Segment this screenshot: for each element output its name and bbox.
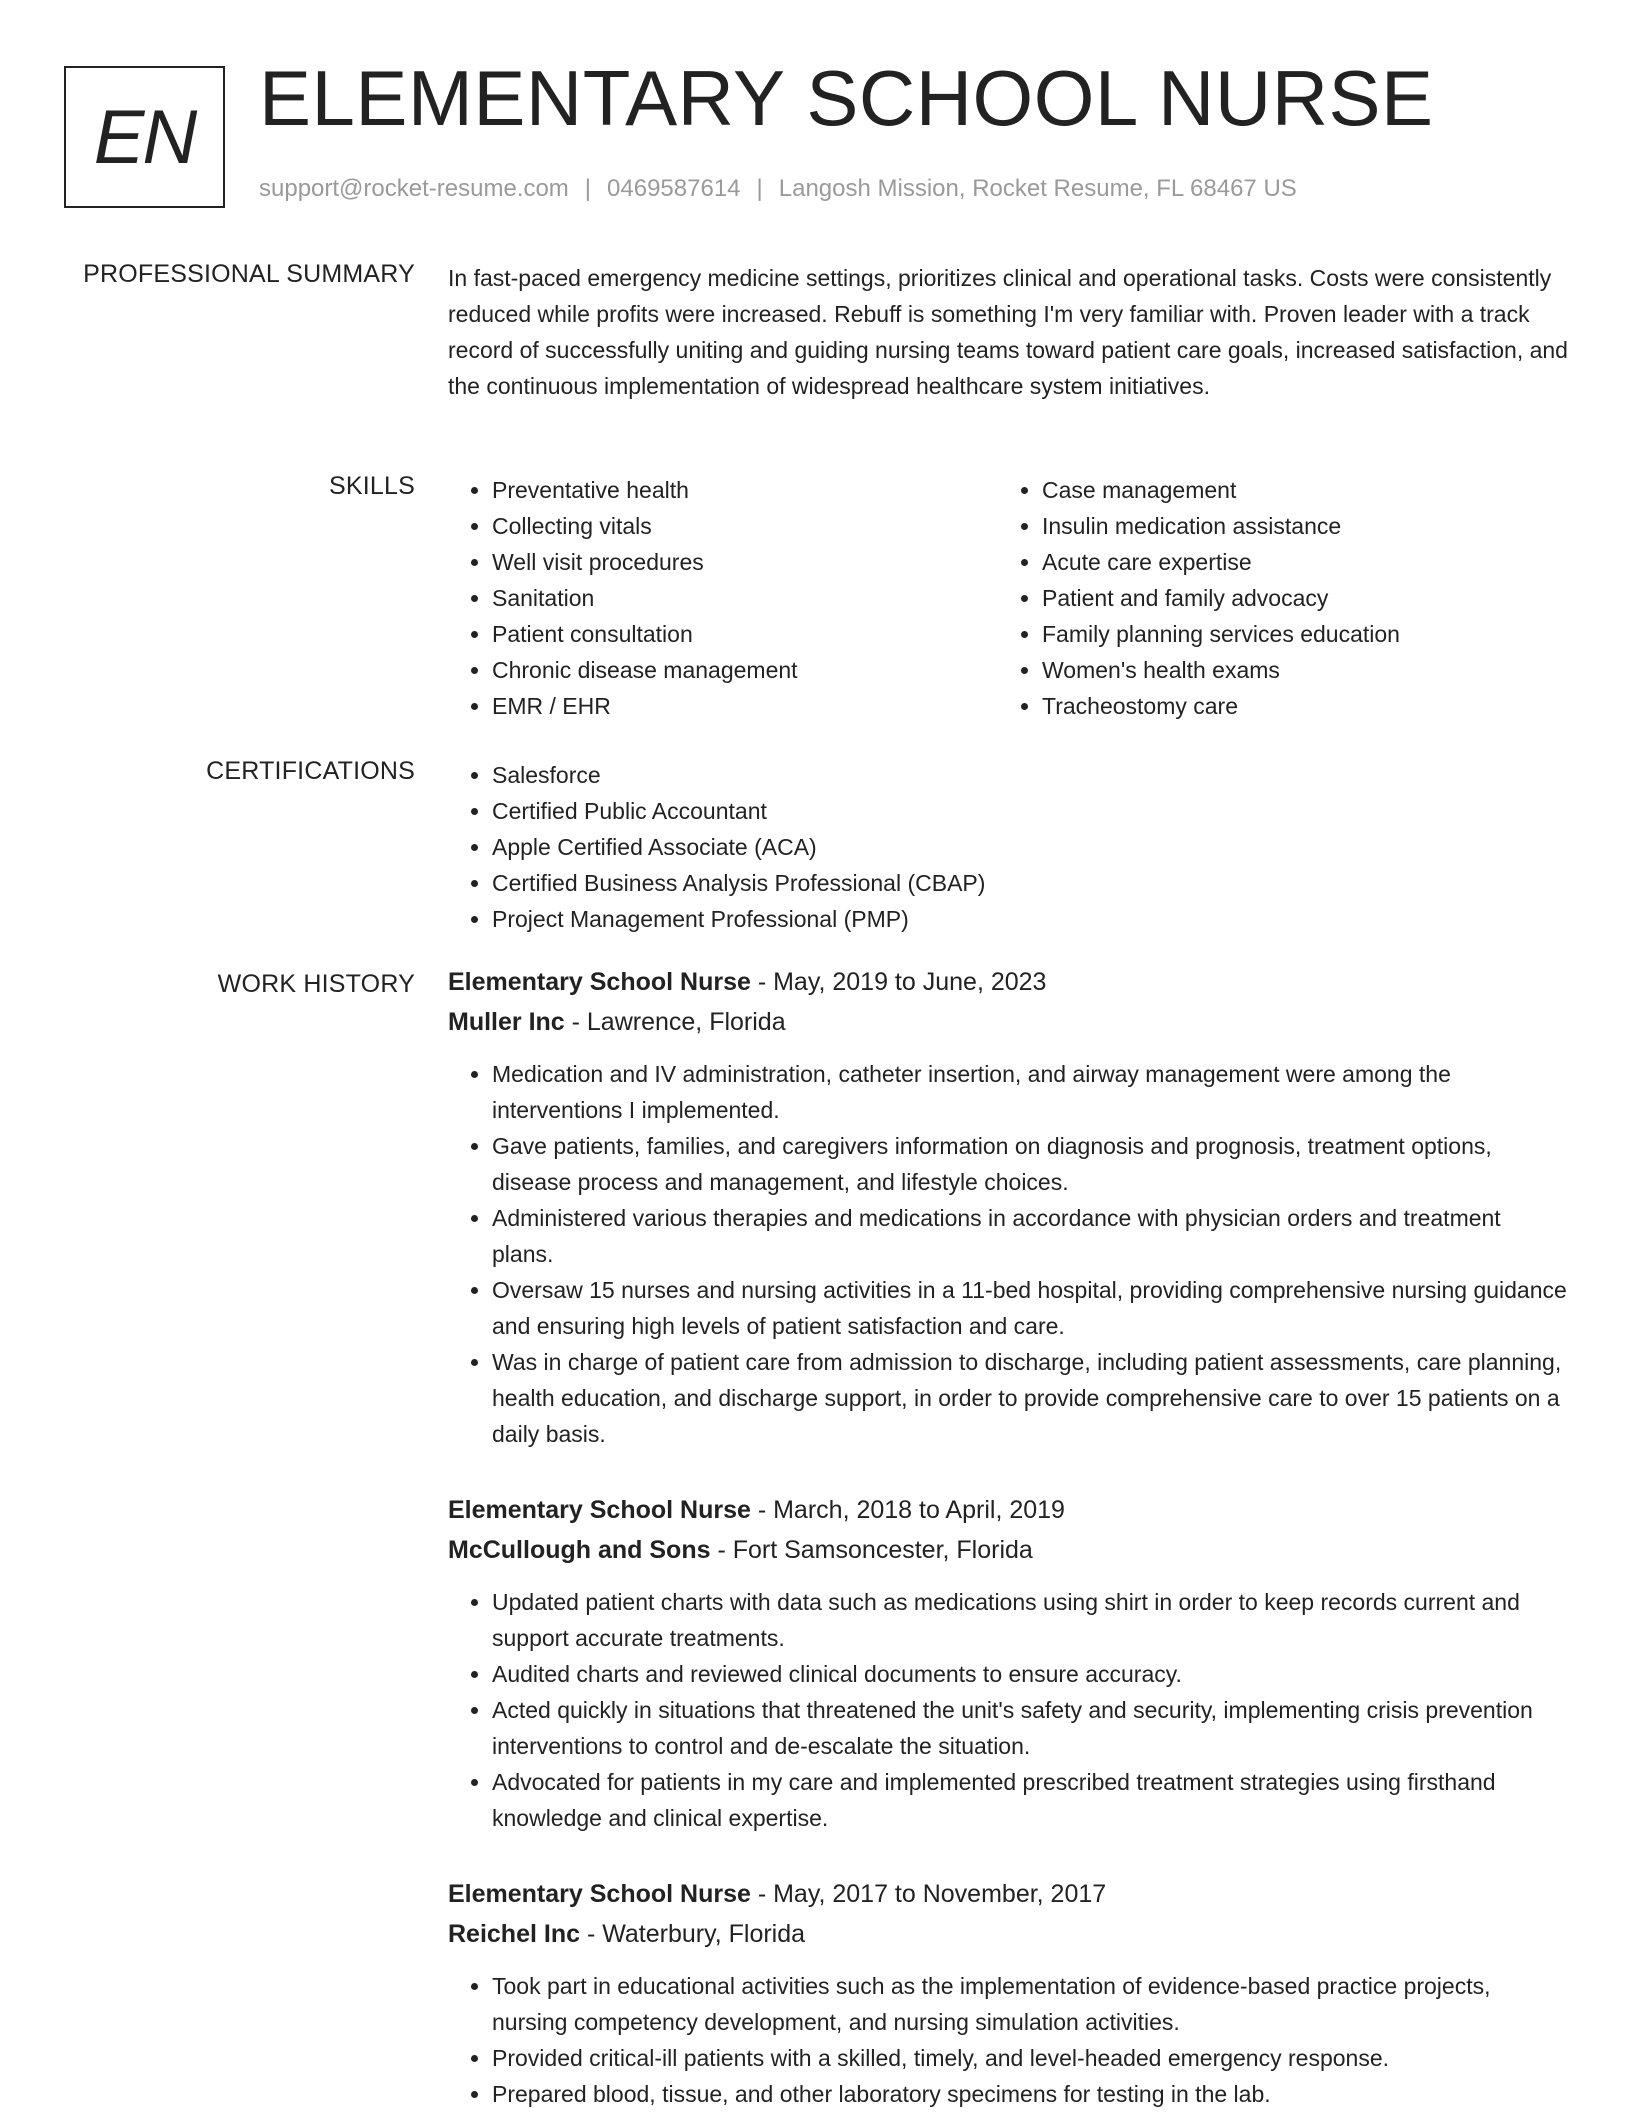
job-bullets: [448, 1056, 1568, 1452]
job-location: - Fort Samsoncester, Florida: [710, 1536, 1033, 1564]
job-location: - Waterbury, Florida: [580, 1920, 806, 1948]
contact-line: [259, 175, 1297, 203]
summary-body: [448, 260, 1568, 404]
skill-item: • Tracheostomy care: [1042, 688, 1562, 724]
job-bullet: • Administered various therapies and medications in accordance with physician orders and treatment plans.: [492, 1200, 1568, 1272]
job-bullets: [448, 1968, 1568, 2112]
skill-item: • Patient and family advocacy: [1042, 580, 1562, 616]
job-title-line: [448, 1490, 1568, 1530]
job-bullet: • Took part in educational activities such as the implementation of evidence-based practice projects, nursing competency development, and nursing simulation activities.: [492, 1968, 1568, 2040]
skills-list-right: [998, 472, 1562, 724]
job-bullet: • Updated patient charts with data such as medications using shirt in order to keep records current and support accurate treatments.: [492, 1584, 1568, 1656]
skill-item: • Acute care expertise: [1042, 544, 1562, 580]
skill-item: • EMR / EHR: [492, 688, 998, 724]
certification-item: • Apple Certified Associate (ACA): [492, 829, 1568, 865]
section-title-skills: SKILLS: [329, 472, 415, 500]
section-title-summary: PROFESSIONAL SUMMARY: [83, 260, 415, 288]
job-role: Elementary School Nurse: [448, 1496, 751, 1524]
job-bullets: [448, 1584, 1568, 1836]
contact-phone: 0469587614: [607, 175, 741, 202]
skill-item: • Case management: [1042, 472, 1562, 508]
job-role: Elementary School Nurse: [448, 1880, 751, 1908]
job-entry: [448, 962, 1568, 1452]
job-bullet: • Oversaw 15 nurses and nursing activities in a 11-bed hospital, providing comprehensive nursing guidance and ensuring high levels of patient satisfaction and care.: [492, 1272, 1568, 1344]
job-dates: - March, 2018 to April, 2019: [750, 1496, 1065, 1524]
monogram-initials: EN: [93, 94, 196, 180]
job-dates: - May, 2017 to November, 2017: [750, 1880, 1107, 1908]
certification-item: • Certified Business Analysis Professional (CBAP): [492, 865, 1568, 901]
skill-item: • Family planning services education: [1042, 616, 1562, 652]
job-company-line: [448, 1530, 1568, 1570]
summary-text: In fast-paced emergency medicine settings, prioritizes clinical and operational tasks. Costs were consistently reduced while profits were increased. Rebuff is something I'm very familiar with. Proven leader with a track record of successfully uniting and guiding nursing teams toward patient care goals, increased satisfaction, and the continuous implementation of widespread healthcare system initiatives.: [448, 265, 1568, 399]
job-bullet: • Gave patients, families, and caregivers information on diagnosis and prognosis, treatment options, disease process and management, and lifestyle choices.: [492, 1128, 1568, 1200]
job-location: - Lawrence, Florida: [564, 1008, 786, 1036]
job-bullet: • Acted quickly in situations that threatened the unit's safety and security, implementing crisis prevention interventions to control and de-escalate the situation.: [492, 1692, 1568, 1764]
job-bullet: • Provided critical-ill patients with a skilled, timely, and level-headed emergency response.: [492, 2040, 1568, 2076]
certifications-list: [448, 757, 1568, 937]
job-company: McCullough and Sons: [448, 1536, 711, 1564]
skills-body: [448, 472, 1568, 724]
job-entry: [448, 1490, 1568, 1836]
section-title-work-history: WORK HISTORY: [217, 970, 415, 998]
certification-item: • Certified Public Accountant: [492, 793, 1568, 829]
section-title-certifications: CERTIFICATIONS: [206, 757, 415, 785]
monogram-box: [64, 66, 225, 208]
skill-item: • Preventative health: [492, 472, 998, 508]
job-company: Reichel Inc: [448, 1920, 580, 1948]
job-bullet: • Was in charge of patient care from admission to discharge, including patient assessments, care planning, health education, and discharge support, in order to provide comprehensive care to over 15 patients on a daily basis.: [492, 1344, 1568, 1452]
contact-separator: |: [584, 175, 592, 202]
skill-item: • Sanitation: [492, 580, 998, 616]
skills-columns: [448, 472, 1568, 724]
skill-item: • Women's health exams: [1042, 652, 1562, 688]
job-company-line: [448, 1914, 1568, 1954]
skill-item: • Well visit procedures: [492, 544, 998, 580]
job-dates: - May, 2019 to June, 2023: [750, 968, 1047, 996]
contact-address: Langosh Mission, Rocket Resume, FL 68467 US: [778, 175, 1297, 202]
skills-list-left: [448, 472, 998, 724]
job-company-line: [448, 1002, 1568, 1042]
job-title-line: [448, 1874, 1568, 1914]
certification-item: • Project Management Professional (PMP): [492, 901, 1568, 937]
skill-item: • Collecting vitals: [492, 508, 998, 544]
job-entry: [448, 1874, 1568, 2112]
certification-item: • Salesforce: [492, 757, 1568, 793]
work-history-body: [448, 962, 1568, 2112]
job-bullet: • Medication and IV administration, catheter insertion, and airway management were among the interventions I implemented.: [492, 1056, 1568, 1128]
contact-separator: |: [756, 175, 763, 202]
job-role: Elementary School Nurse: [448, 968, 751, 996]
skill-item: • Patient consultation: [492, 616, 998, 652]
job-bullet: • Advocated for patients in my care and implemented prescribed treatment strategies using firsthand knowledge and clinical expertise.: [492, 1764, 1568, 1836]
job-bullet: • Audited charts and reviewed clinical documents to ensure accuracy.: [492, 1656, 1568, 1692]
job-bullet: • Prepared blood, tissue, and other laboratory specimens for testing in the lab.: [492, 2076, 1568, 2112]
job-company: Muller Inc: [448, 1008, 565, 1036]
candidate-name: ELEMENTARY SCHOOL NURSE: [259, 54, 1434, 142]
contact-email: support@rocket-resume.com: [259, 175, 569, 202]
certifications-body: [448, 757, 1568, 937]
job-title-line: [448, 962, 1568, 1002]
skill-item: • Insulin medication assistance: [1042, 508, 1562, 544]
skill-item: • Chronic disease management: [492, 652, 998, 688]
